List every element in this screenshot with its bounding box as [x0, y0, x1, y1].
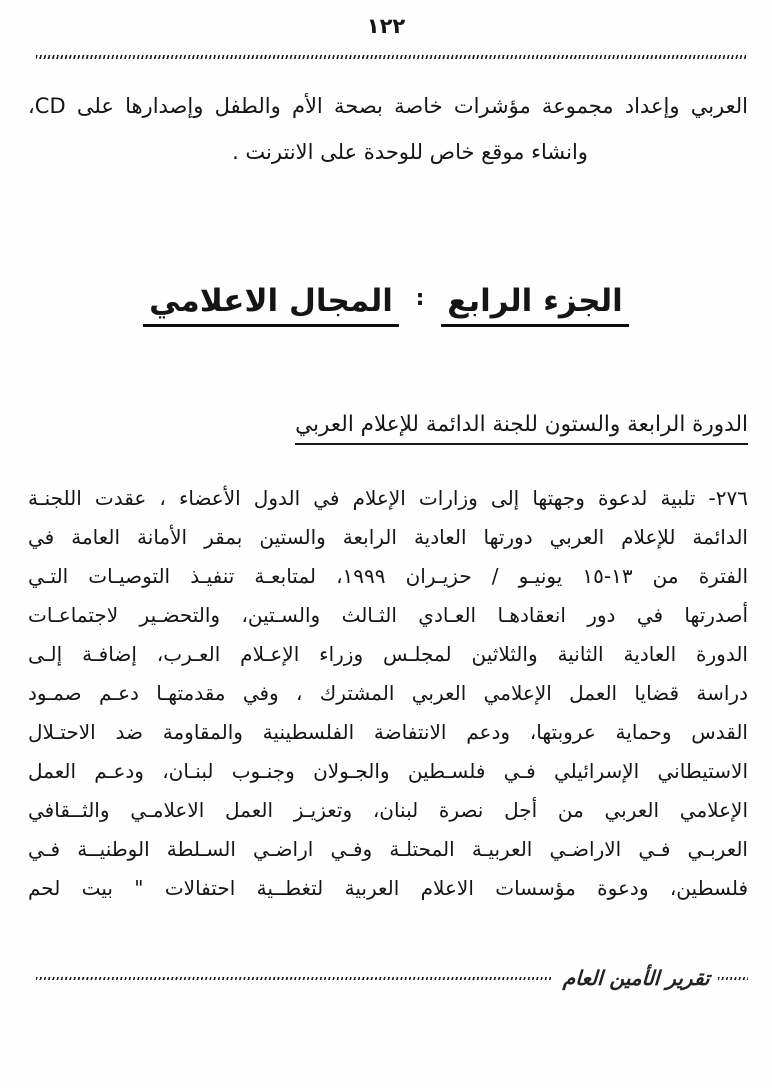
footer-rule: [36, 977, 551, 980]
paragraph-line: القدس وحماية عروبتها، ودعم الانتفاضة الفلسطينية والمقاومة ضد الاحتـلال: [28, 720, 748, 744]
part-heading-colon: :: [415, 286, 425, 311]
footer-signature: تقرير الأمين العام: [562, 966, 711, 990]
paragraph-line: دراسة قضايا العمل الإعلامي العربي المشترك ، وفي مقدمتهـا دعـم صمـود: [28, 681, 748, 705]
paragraph-line: فلسطين، ودعوة مؤسسات الاعلام العربية لتغطــية احتفالات " بيت لحم: [28, 876, 748, 900]
part-heading-part: الجزء الرابع: [441, 283, 629, 327]
footer-dash: [718, 977, 748, 980]
page-footer: [36, 962, 748, 994]
paragraph-line: الاستيطاني الإسرائيلي فـي فلسـطين والجـولان وجنـوب لبنـان، ودعـم العمل: [28, 759, 748, 783]
page-number: ١٢٢: [366, 14, 406, 38]
intro-line-1: العربي وإعداد مجموعة مؤشرات خاصة بصحة الأم والطفل وإصدارها على CD،: [28, 94, 748, 118]
header-rule: [36, 55, 746, 59]
paragraph-line: الفترة من ١٣-١٥ يونيـو / حزيـران ١٩٩٩، لمتابعـة تنفيـذ التوصيـات التـي: [28, 564, 749, 588]
paragraph-line: ٢٧٦- تلبية لدعوة وجهتها إلى وزارات الإعلام في الدول الأعضاء ، عقدت اللجنـة: [28, 486, 748, 510]
paragraph-line: أصدرتها في دور انعقادهـا العـادي الثـالث والسـتين، والتحضـير لاجتماعـات: [28, 603, 748, 627]
intro-line-2: وانشاء موقع خاص للوحدة على الانترنت .: [232, 140, 588, 164]
section-heading: [28, 412, 748, 445]
body-paragraph: [28, 479, 748, 908]
part-heading-title: المجال الاعلامي: [143, 283, 399, 327]
part-heading: [0, 283, 772, 327]
paragraph-line: الدائمة للإعلام العربي دورتها العادية الرابعة والستين بمقر الأمانة العامة في: [28, 525, 748, 549]
paragraph-line: الإعلامي العربي من أجل نصرة لبنان، وتعزيـز العمل الاعلامـي والثــقافي: [28, 798, 748, 822]
paragraph-line: العربـي فـي الاراضـي العربيـة المحتلـة وفـي اراضـي السـلطة الوطنيــة فـي: [28, 837, 748, 861]
paragraph-line: الدورة العادية الثانية والثلاثين لمجلـس وزراء الإعـلام العـرب، إضافـة إلـى: [28, 642, 748, 666]
intro-paragraph: [28, 90, 748, 168]
section-heading-text: الدورة الرابعة والستون للجنة الدائمة للإعلام العربي: [295, 412, 748, 445]
